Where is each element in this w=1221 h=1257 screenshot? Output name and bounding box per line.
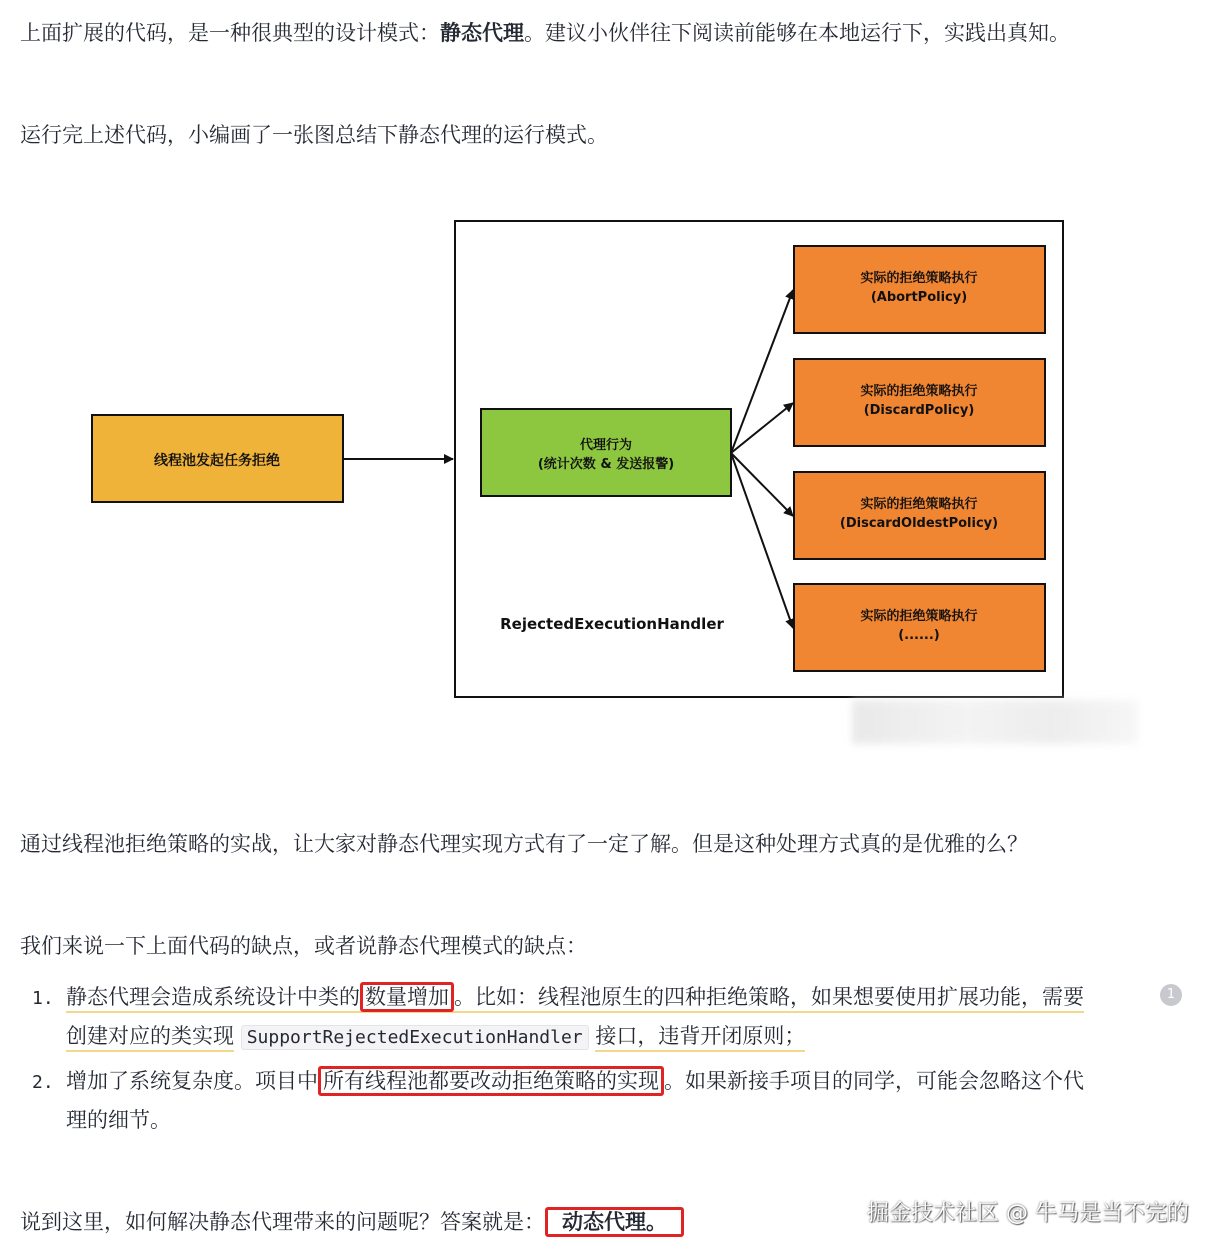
target-box-policy: (DiscardPolicy) bbox=[863, 403, 975, 418]
proxy-box-title: 代理行为 bbox=[579, 438, 633, 453]
intro-bold-term: 静态代理 bbox=[440, 21, 524, 45]
proxy-box-subtitle: (统计次数 & 发送报警) bbox=[537, 457, 675, 472]
list-item-text: 。如果新接手项目的同学，可能会忽略这个代 bbox=[664, 1069, 1084, 1093]
target-box-policy: (AbortPolicy) bbox=[870, 290, 968, 305]
list-item-continuation bbox=[66, 1021, 805, 1053]
inline-code: SupportRejectedExecutionHandler bbox=[241, 1025, 589, 1050]
target-box-title: 实际的拒绝策略执行 bbox=[860, 497, 978, 512]
target-box-policy: (DiscardOldestPolicy) bbox=[839, 516, 999, 531]
list-item-text: 接口，违背开闭原则； bbox=[595, 1024, 805, 1052]
list-item bbox=[32, 1066, 1084, 1098]
target-box-title: 实际的拒绝策略执行 bbox=[860, 271, 978, 286]
paragraph-drawbacks-intro: 我们来说一下上面代码的缺点，或者说静态代理模式的缺点： bbox=[20, 934, 587, 958]
list-item-number: 1. bbox=[32, 988, 54, 1009]
list-item-number: 2. bbox=[32, 1072, 54, 1093]
intro-text-end: 。建议小伙伴往下阅读前能够在本地运行下，实践出真知。 bbox=[524, 21, 1070, 45]
source-box-label: 线程池发起任务拒绝 bbox=[154, 453, 280, 469]
highlight-box: 数量增加 bbox=[360, 982, 454, 1012]
paragraph-answer bbox=[20, 1207, 684, 1237]
answer-period: 。 bbox=[646, 1210, 667, 1234]
highlight-box bbox=[545, 1207, 684, 1237]
list-item-text: 。比如：线程池原生的四种拒绝策略，如果想要使用扩展功能，需要 bbox=[454, 985, 1084, 1009]
highlight-box: 所有线程池都要改动拒绝策略的实现 bbox=[318, 1066, 664, 1096]
list-item bbox=[32, 982, 1084, 1014]
list-item-text: 增加了系统复杂度。项目中 bbox=[66, 1069, 318, 1093]
target-box-title: 实际的拒绝策略执行 bbox=[860, 384, 978, 399]
list-item-continuation: 理的细节。 bbox=[66, 1108, 171, 1132]
target-box-policy: (......) bbox=[898, 628, 940, 643]
handler-container-label: RejectedExecutionHandler bbox=[500, 615, 724, 633]
target-box-title: 实际的拒绝策略执行 bbox=[860, 609, 978, 624]
intro-text: 上面扩展的代码，是一种很典型的设计模式： bbox=[20, 21, 440, 45]
comment-count-badge[interactable]: 1 bbox=[1160, 984, 1182, 1006]
list-item-text: 静态代理会造成系统设计中类的 bbox=[66, 985, 360, 1009]
answer-bold-term: 动态代理 bbox=[562, 1210, 646, 1234]
paragraph-diagram-intro: 运行完上述代码，小编画了一张图总结下静态代理的运行模式。 bbox=[20, 123, 608, 147]
list-item-text: 创建对应的类实现 bbox=[66, 1024, 234, 1052]
paragraph-question: 通过线程池拒绝策略的实战，让大家对静态代理实现方式有了一定了解。但是这种处理方式真的是优雅的么？ bbox=[20, 832, 1028, 856]
answer-text: 说到这里，如何解决静态代理带来的问题呢？答案就是： bbox=[20, 1210, 545, 1234]
blurred-watermark bbox=[852, 700, 1138, 744]
site-watermark: 掘金技术社区 @ 牛马是当不完的 bbox=[867, 1201, 1189, 1226]
